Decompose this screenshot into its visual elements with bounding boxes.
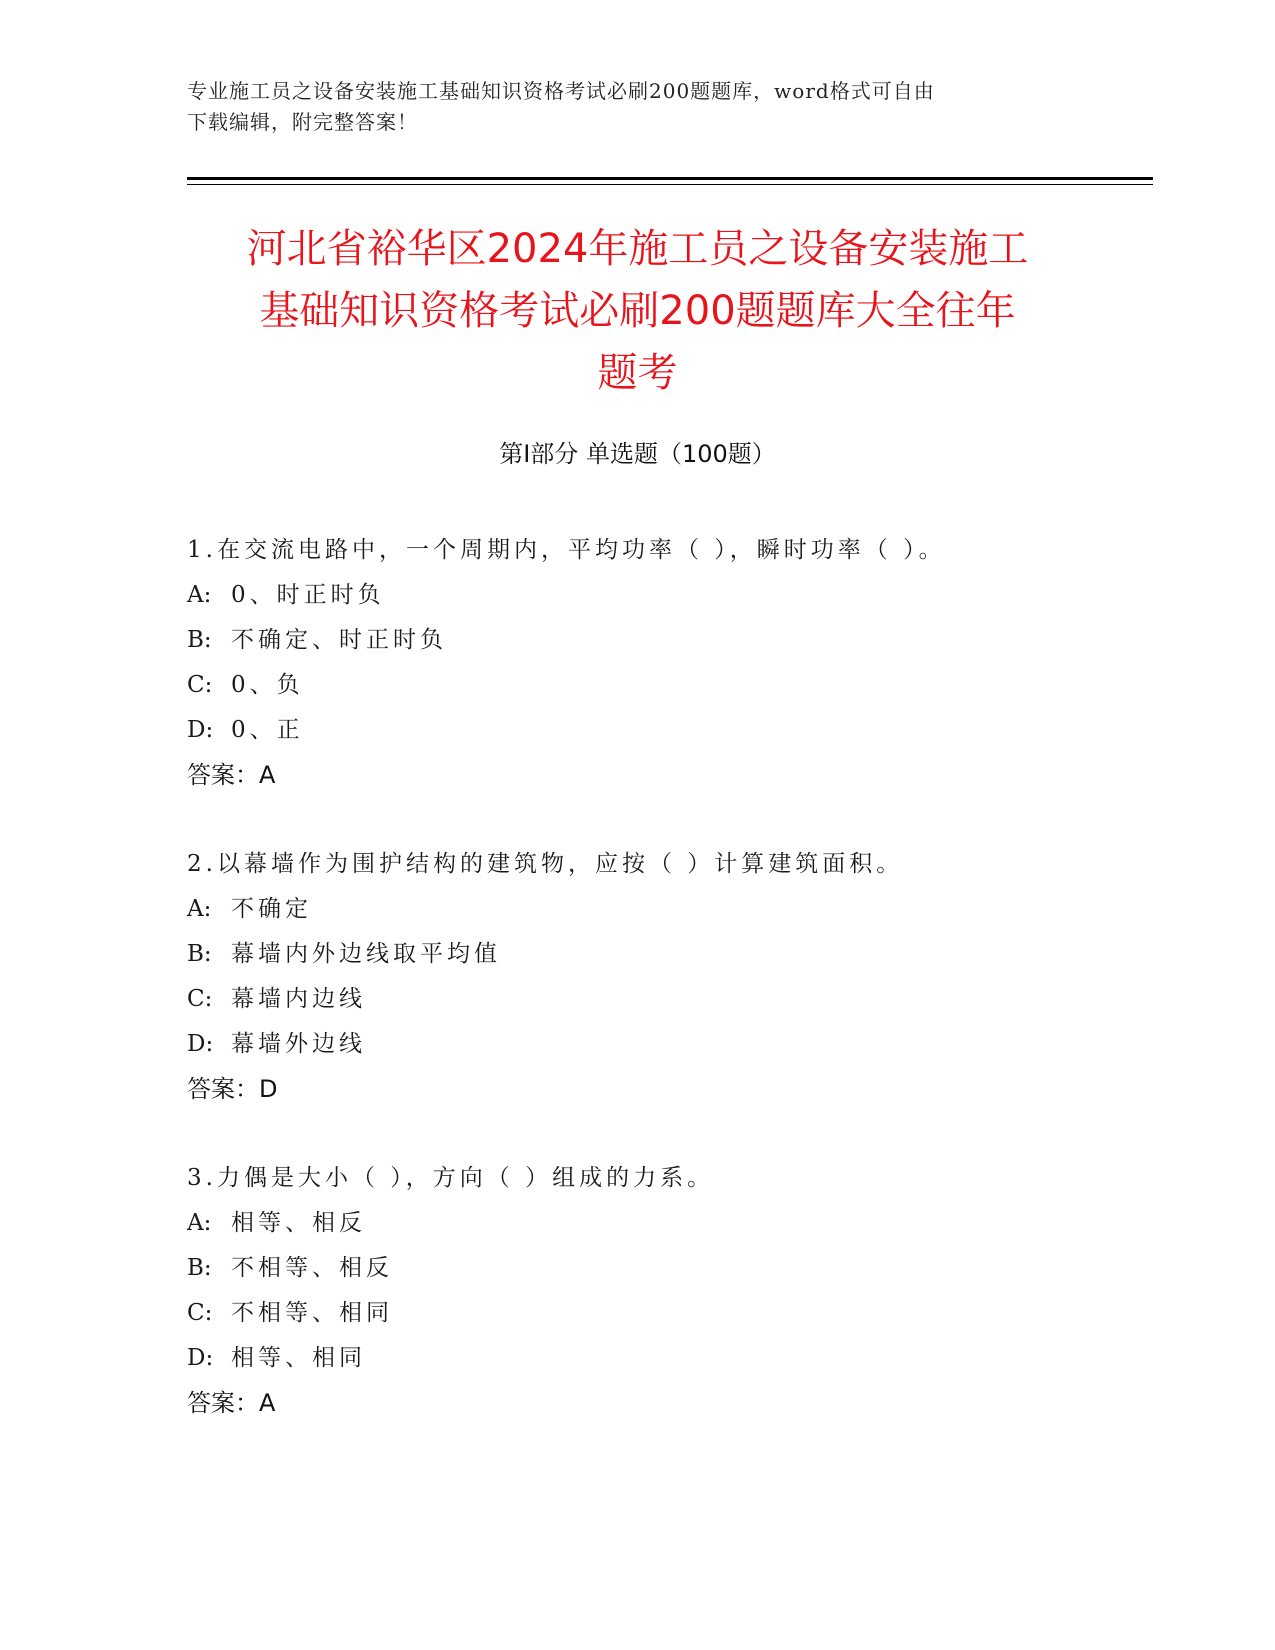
question-stem: 3.力偶是大小（ ），方向（ ）组成的力系。	[187, 1165, 715, 1191]
question-item	[187, 528, 1147, 798]
option-key: D:	[187, 717, 214, 743]
option-text: 不相等、相反	[231, 1255, 393, 1281]
option-d	[187, 1336, 1147, 1381]
answer-line: 答案：D	[187, 1075, 278, 1103]
document-title-line-2: 基础知识资格考试必刷200题题库大全往年	[259, 288, 1016, 334]
question-item	[187, 1156, 1147, 1426]
option-key: D:	[187, 1345, 214, 1371]
document-title-line-1: 河北省裕华区2024年施工员之设备安装施工	[246, 226, 1029, 272]
option-key: A:	[187, 1210, 212, 1236]
option-text: 0、时正时负	[231, 582, 385, 608]
option-text: 幕墙外边线	[231, 1031, 366, 1057]
option-a	[187, 887, 1147, 932]
document-title	[150, 218, 1125, 404]
header-note	[187, 76, 1087, 138]
option-key: B:	[187, 1255, 212, 1281]
question-list	[187, 528, 1147, 1470]
option-text: 幕墙内外边线取平均值	[231, 941, 501, 967]
answer-line: 答案：A	[187, 761, 276, 789]
option-a	[187, 573, 1147, 618]
option-key: D:	[187, 1031, 214, 1057]
option-b	[187, 932, 1147, 977]
option-d	[187, 708, 1147, 753]
option-key: C:	[187, 1300, 213, 1326]
section-heading: 第Ⅰ部分 单选题（100题）	[499, 440, 776, 468]
question-stem: 2.以幕墙作为围护结构的建筑物，应按（ ）计算建筑面积。	[187, 851, 904, 877]
option-key: C:	[187, 986, 213, 1012]
option-text: 不确定	[231, 896, 312, 922]
option-b	[187, 618, 1147, 663]
answer-line: 答案：A	[187, 1389, 276, 1417]
option-d	[187, 1022, 1147, 1067]
question-stem: 1.在交流电路中，一个周期内，平均功率（ ），瞬时功率（ ）。	[187, 537, 946, 563]
question-item	[187, 842, 1147, 1112]
header-rule-thin	[187, 184, 1153, 185]
option-text: 不确定、时正时负	[231, 627, 447, 653]
option-text: 不相等、相同	[231, 1300, 393, 1326]
option-b	[187, 1246, 1147, 1291]
option-a	[187, 1201, 1147, 1246]
option-c	[187, 1291, 1147, 1336]
option-text: 0、负	[231, 672, 304, 698]
option-text: 0、正	[231, 717, 304, 743]
option-key: B:	[187, 627, 212, 653]
option-key: B:	[187, 941, 212, 967]
option-key: C:	[187, 672, 213, 698]
header-rule-thick	[187, 177, 1153, 180]
option-c	[187, 663, 1147, 708]
header-note-line-1: 专业施工员之设备安装施工基础知识资格考试必刷200题题库，word格式可自由	[187, 79, 935, 103]
option-text: 幕墙内边线	[231, 986, 366, 1012]
option-text: 相等、相同	[231, 1345, 366, 1371]
option-key: A:	[187, 582, 212, 608]
option-key: A:	[187, 896, 212, 922]
document-title-line-3: 题考	[597, 350, 678, 396]
option-text: 相等、相反	[231, 1210, 366, 1236]
option-c	[187, 977, 1147, 1022]
header-note-line-2: 下载编辑，附完整答案！	[187, 110, 418, 134]
